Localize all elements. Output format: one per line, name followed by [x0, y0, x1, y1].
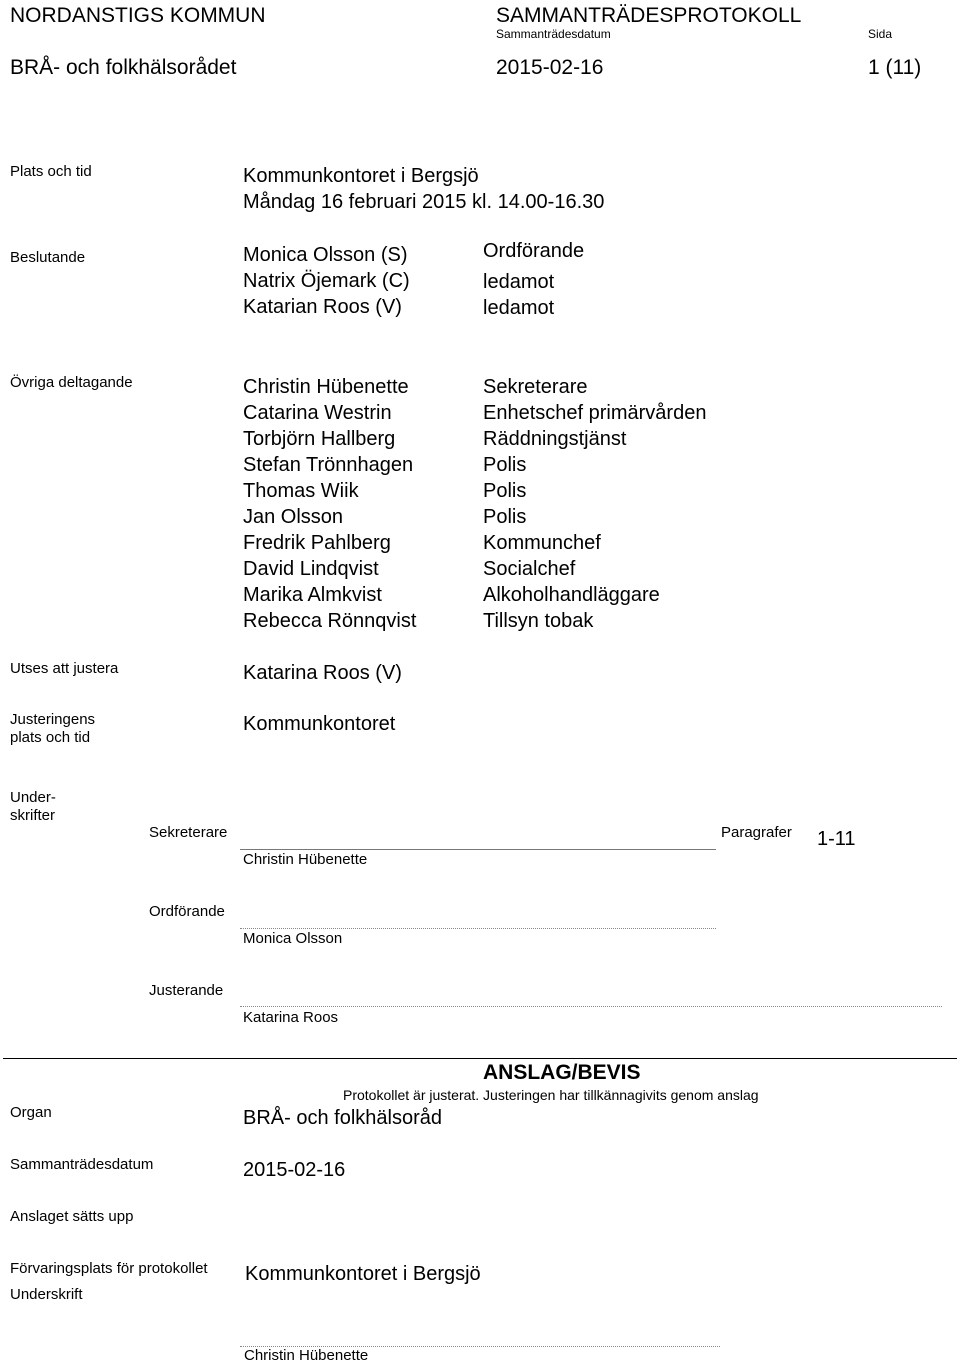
notice-date-label: Sammanträdesdatum	[10, 1156, 154, 1173]
participant-role: Socialchef	[483, 558, 576, 580]
posted-label: Anslaget sätts upp	[10, 1208, 134, 1225]
participant-name: Fredrik Pahlberg	[243, 532, 391, 554]
paragraphs-label: Paragrafer	[721, 824, 792, 841]
participant-role: Tillsyn tobak	[483, 610, 594, 632]
participant-role: Polis	[483, 506, 527, 528]
participant-name: Marika Almkvist	[243, 584, 382, 606]
municipality-name: NORDANSTIGS KOMMUN	[10, 4, 266, 27]
organ-value: BRÅ- och folkhälsoråd	[243, 1107, 442, 1129]
secretary-name: Christin Hübenette	[243, 851, 368, 868]
chair-name: Monica Olsson	[243, 930, 343, 947]
participant-name: Jan Olsson	[243, 506, 344, 528]
deciders-label: Beslutande	[10, 249, 86, 266]
participant-role: Polis	[483, 480, 527, 502]
participant-name: Stefan Trönnhagen	[243, 454, 414, 476]
notice-text: Protokollet är justerat. Justeringen har tillkännagivits genom anslag	[343, 1087, 759, 1103]
adjuster-label: Utses att justera	[10, 660, 119, 677]
participant-role: Kommunchef	[483, 532, 601, 554]
place-time-label: Plats och tid	[10, 163, 92, 180]
adjust-place-label-2: plats och tid	[10, 729, 91, 746]
participant-name: Christin Hübenette	[243, 376, 409, 398]
document-type: SAMMANTRÄDESPROTOKOLL	[496, 4, 802, 27]
participant-role: Räddningstjänst	[483, 428, 627, 450]
decider-role: Ordförande	[483, 240, 585, 262]
adjust-place-value: Kommunkontoret	[243, 713, 396, 735]
signatures-label-1: Under-	[10, 789, 56, 806]
page-caption: Sida	[868, 27, 893, 41]
secretary-label: Sekreterare	[149, 824, 228, 841]
secretary-signature-line	[240, 849, 716, 850]
signatures-label-2: skrifter	[10, 807, 55, 824]
others-roles	[483, 374, 706, 634]
chair-signature-line	[240, 928, 716, 929]
deciders-roles	[483, 238, 584, 321]
storage-label: Förvaringsplats för protokollet	[10, 1260, 208, 1277]
meeting-date: 2015-02-16	[496, 56, 604, 79]
participant-name: Torbjörn Hallberg	[243, 428, 396, 450]
deciders-names	[243, 242, 410, 320]
participant-name: Thomas Wiik	[243, 480, 359, 502]
justerande-signature-line	[240, 1006, 942, 1007]
justerande-label: Justerande	[149, 982, 224, 999]
decider-name: Natrix Öjemark (C)	[243, 270, 410, 292]
participant-name: Catarina Westrin	[243, 402, 392, 424]
participant-role: Polis	[483, 454, 527, 476]
participant-role: Enhetschef primärvården	[483, 402, 707, 424]
decider-name: Katarian Roos (V)	[243, 296, 402, 318]
participant-name: David Lindqvist	[243, 558, 379, 580]
notice-signature-name: Christin Hübenette	[244, 1347, 369, 1364]
justerande-name: Katarina Roos	[243, 1009, 339, 1026]
participant-name: Rebecca Rönnqvist	[243, 610, 417, 632]
decider-name: Monica Olsson (S)	[243, 244, 408, 266]
others-names	[243, 374, 416, 634]
participant-role: Alkoholhandläggare	[483, 584, 660, 606]
adjuster-value: Katarina Roos (V)	[243, 662, 402, 684]
body-name: BRÅ- och folkhälsorådet	[10, 56, 237, 79]
place-line: Kommunkontoret i Bergsjö	[243, 165, 479, 187]
decider-role: ledamot	[483, 271, 555, 293]
section-divider	[3, 1058, 957, 1059]
storage-value: Kommunkontoret i Bergsjö	[245, 1263, 481, 1285]
others-label: Övriga deltagande	[10, 374, 133, 391]
date-caption: Sammanträdesdatum	[496, 27, 611, 41]
signature-label: Underskrift	[10, 1286, 83, 1303]
chair-label: Ordförande	[149, 903, 225, 920]
organ-label: Organ	[10, 1104, 52, 1121]
notice-title: ANSLAG/BEVIS	[483, 1061, 641, 1084]
time-line: Måndag 16 februari 2015 kl. 14.00-16.30	[243, 191, 605, 213]
page-number: 1 (11)	[868, 56, 922, 79]
participant-role: Sekreterare	[483, 376, 588, 398]
adjust-place-label-1: Justeringens	[10, 711, 96, 728]
notice-date-value: 2015-02-16	[243, 1159, 346, 1181]
paragraphs-value: 1-11	[817, 828, 856, 850]
decider-role: ledamot	[483, 297, 555, 319]
